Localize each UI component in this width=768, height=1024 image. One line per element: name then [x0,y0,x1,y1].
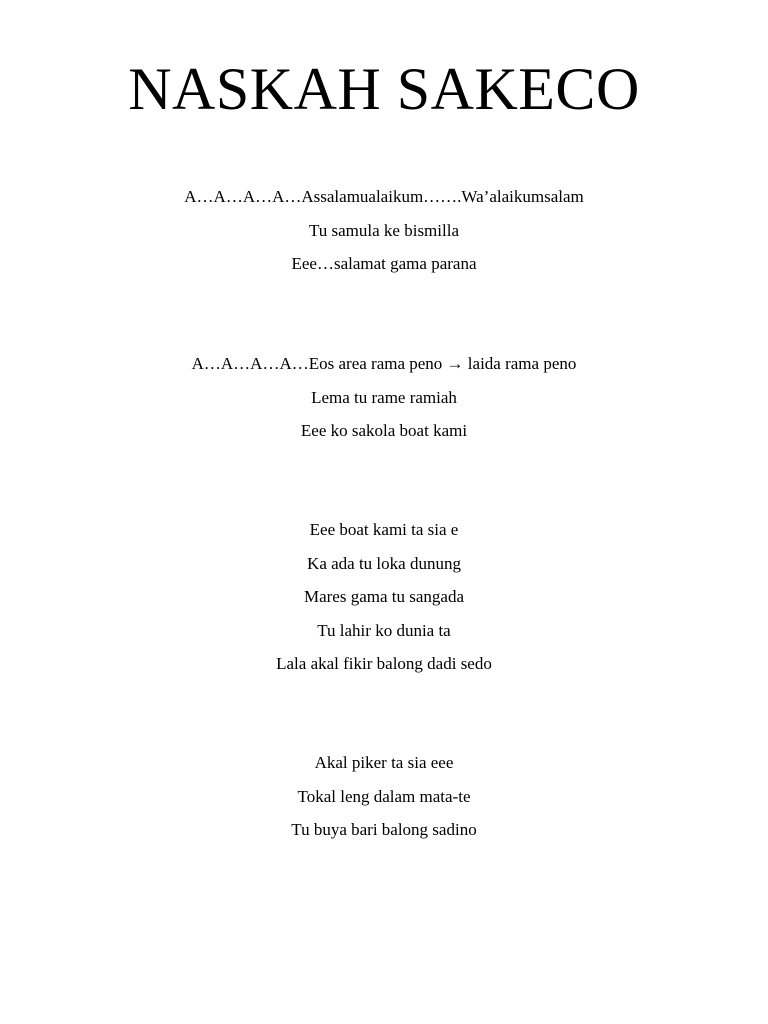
verse-line: A…A…A…A…Assalamualaikum…….Wa’alaikumsalam [184,187,584,206]
verse-line: Tu lahir ko dunia ta [317,620,451,640]
verse-line: Eee ko sakola boat kami [300,421,468,440]
verse-line: A…A…A…A…Eos area rama peno → laida rama peno [191,354,577,373]
verse-line: Tu samula ke bismilla [308,220,459,240]
verse-line: Lala akal fikir balong dadi sedo [276,654,492,673]
stanza-3 [0,513,768,681]
verse-line: Eee…salamat gama parana [291,254,477,273]
verse-line: Ka ada tu loka dunung [307,553,461,573]
verse-line: Lema tu rame ramiah [311,387,457,407]
stanza-4 [0,746,768,847]
stanza-2 [0,347,768,448]
verse-line: Eee boat kami ta sia e [309,520,459,539]
verse-line: Akal piker ta sia eee [314,753,454,772]
verse-line: Tu buya bari balong sadino [291,820,477,839]
verse-line: Mares gama tu sangada [303,587,465,606]
verse-line: Tokal leng dalam mata-te [297,786,471,806]
document-title: NASKAH SAKECO [128,56,640,122]
stanza-1 [0,180,768,281]
